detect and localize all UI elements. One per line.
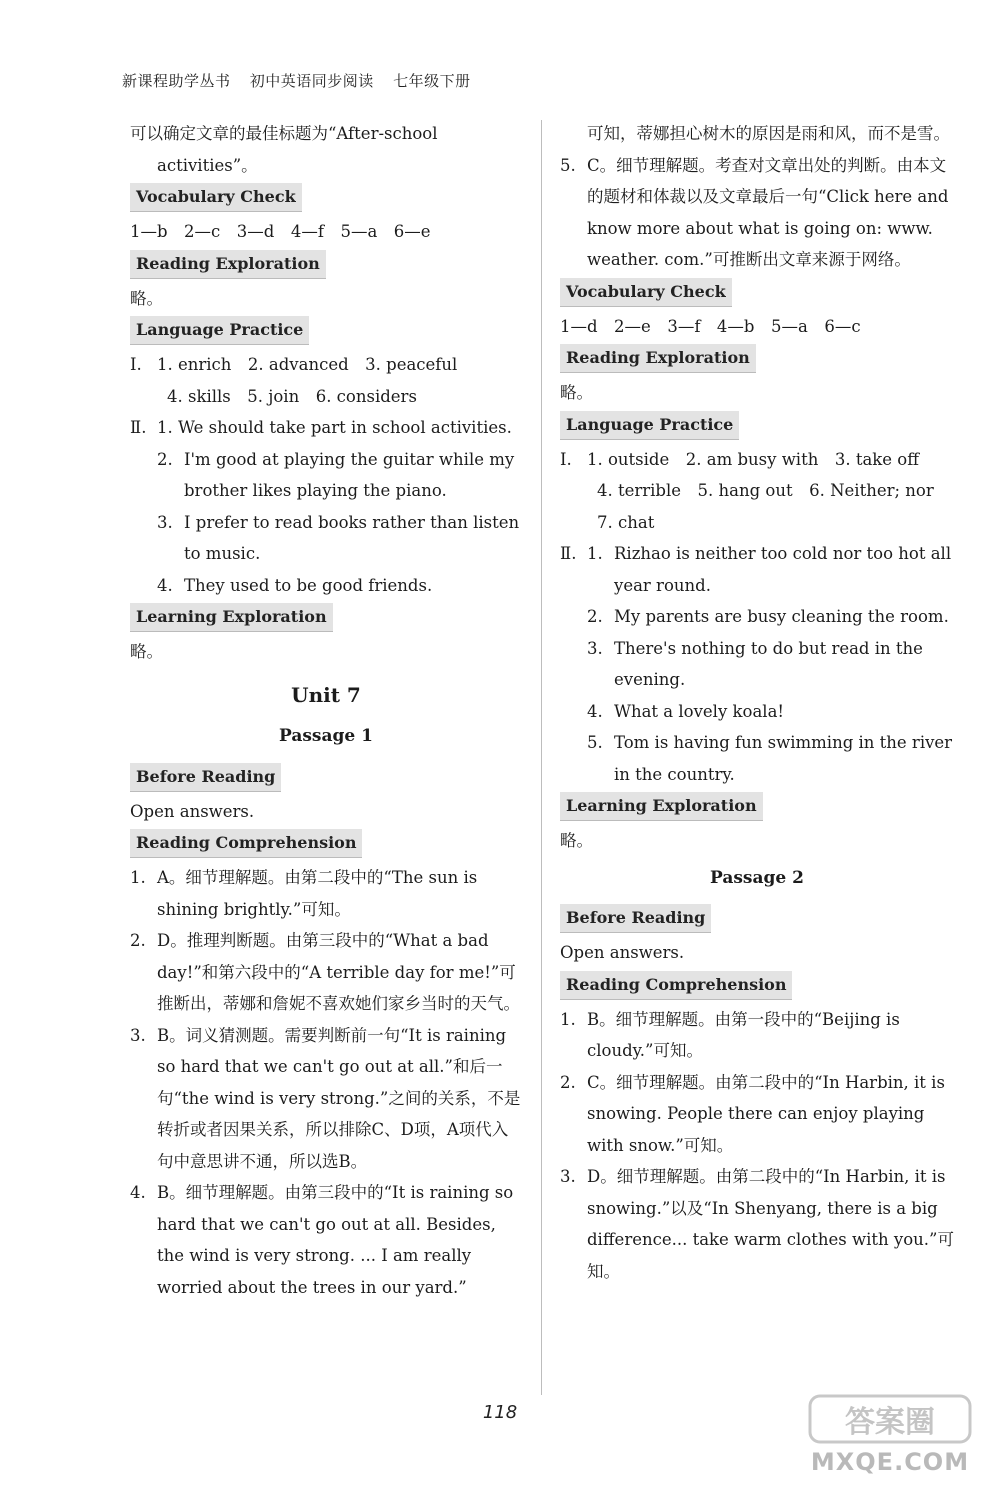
answers-line: 7. chat xyxy=(597,512,655,532)
item-number: 4. xyxy=(587,701,603,721)
list-item xyxy=(560,633,954,696)
item-text: There's nothing to do but read in the evening. xyxy=(614,638,923,689)
item-number: 3. xyxy=(130,1025,146,1045)
language-practice-part-2 xyxy=(560,538,954,601)
part-label: Ⅰ. xyxy=(130,355,142,374)
item-text: D。推理判断题。由第三段中的“What a bad day!”和第六段中的“A terrible day for me!”可推断出，蒂娜和詹妮不喜欢她们家乡当时的天气。 xyxy=(157,931,520,1013)
header-series: 新课程助学丛书 xyxy=(122,72,231,90)
column-divider xyxy=(541,120,542,1395)
vocabulary-answers: 1—b 2—c 3—d 4—f 5—a 6—e xyxy=(130,222,431,241)
list-item xyxy=(130,444,522,507)
vocabulary-answers: 1—d 2—e 3—f 4—b 5—a 6—c xyxy=(560,316,861,336)
section-heading-vocabulary-check: Vocabulary Check xyxy=(130,183,302,212)
before-reading-text: Open answers. xyxy=(560,943,685,962)
part-label: Ⅰ. xyxy=(560,449,572,469)
list-item xyxy=(130,507,522,570)
learning-exploration-text: 略。 xyxy=(560,831,593,850)
section-heading-before-reading: Before Reading xyxy=(130,763,281,792)
list-item xyxy=(560,696,954,728)
answers-line: 4. terrible 5. hang out 6. Neither; nor xyxy=(597,481,934,500)
before-reading-text: Open answers. xyxy=(130,801,255,821)
item-number: 1. xyxy=(157,418,173,437)
list-item xyxy=(560,1004,954,1067)
section-heading-language-practice: Language Practice xyxy=(560,411,739,440)
item-number: 1. xyxy=(587,544,603,563)
item-text: B。细节理解题。由第三段中的“It is raining so hard that we can't go out at all. Besides, the wind is very strong. ... I am really worried about the trees in our yard.” xyxy=(157,1183,514,1297)
item-number: 5. xyxy=(560,155,576,175)
reading-exploration-text: 略。 xyxy=(130,288,163,308)
language-practice-part-1 xyxy=(130,349,522,381)
answers-line: 1. enrich 2. advanced 3. peaceful xyxy=(157,355,458,374)
list-item xyxy=(130,862,522,925)
intro-line-1: 可以确定文章的最佳标题为“After-school xyxy=(130,124,438,143)
header-grade: 七年级下册 xyxy=(393,72,471,90)
item-text: C。细节理解题。考查对文章出处的判断。由本文的题材和体裁以及文章最后一句“Click here and know more about what is going on: www. weather. com.”可推断出文章来源于网络。 xyxy=(587,155,949,269)
list-item xyxy=(130,1020,522,1178)
answers-line: 4. skills 5. join 6. considers xyxy=(167,386,417,406)
watermark-logo-text: 答案圈 xyxy=(845,1405,935,1440)
list-item xyxy=(130,925,522,1020)
item-number: 4. xyxy=(157,575,173,595)
section-heading-reading-comprehension: Reading Comprehension xyxy=(560,971,792,1000)
item-number: 2. xyxy=(130,931,146,950)
header-book: 初中英语同步阅读 xyxy=(249,72,374,90)
section-heading-reading-comprehension: Reading Comprehension xyxy=(130,829,362,858)
item-text: A。细节理解题。由第二段中的“The sun is shining brightly.”可知。 xyxy=(157,868,478,919)
item-text: D。细节理解题。由第二段中的“In Harbin, it is snowing.”以及“In Shenyang, there is a big difference... take warm clothes with you.”可知。 xyxy=(587,1167,954,1281)
item-number: 3. xyxy=(587,638,603,658)
list-item xyxy=(560,150,954,276)
list-item xyxy=(130,570,522,602)
left-column xyxy=(130,118,522,1303)
item-text: Rizhao is neither too cold nor too hot all year round. xyxy=(614,544,952,595)
item-text: We should take part in school activities. xyxy=(178,418,512,437)
item-number: 2. xyxy=(157,449,173,469)
answers-line: 1. outside 2. am busy with 3. take off xyxy=(587,449,919,469)
language-practice-part-2 xyxy=(130,412,522,444)
item-text: What a lovely koala! xyxy=(614,701,785,721)
item-text: I'm good at playing the guitar while my brother likes playing the piano. xyxy=(184,449,515,500)
section-heading-vocabulary-check: Vocabulary Check xyxy=(560,278,732,307)
running-header xyxy=(122,70,485,91)
section-heading-learning-exploration: Learning Exploration xyxy=(130,603,333,632)
continued-text: 可知，蒂娜担心树木的原因是雨和风，而不是雪。 xyxy=(587,124,950,143)
section-heading-reading-exploration: Reading Exploration xyxy=(130,250,326,279)
item-text: My parents are busy cleaning the room. xyxy=(614,607,949,626)
list-item xyxy=(130,1177,522,1303)
passage-title: Passage 2 xyxy=(710,867,804,888)
reading-exploration-text: 略。 xyxy=(560,383,593,402)
list-item xyxy=(560,727,954,790)
item-number: 2. xyxy=(587,607,603,626)
list-item xyxy=(560,1067,954,1162)
passage-title: Passage 1 xyxy=(279,726,373,746)
page-number: 118 xyxy=(482,1402,518,1423)
item-number: 2. xyxy=(560,1072,576,1092)
watermark-site: MXQE.COM xyxy=(810,1448,970,1476)
item-number: 1. xyxy=(130,868,146,887)
list-item xyxy=(157,412,522,444)
section-heading-reading-exploration: Reading Exploration xyxy=(560,344,756,373)
section-heading-before-reading: Before Reading xyxy=(560,904,711,933)
list-item xyxy=(587,538,954,601)
part-label: Ⅱ. xyxy=(130,418,147,437)
item-number: 3. xyxy=(560,1167,576,1186)
item-number: 3. xyxy=(157,512,173,532)
section-heading-language-practice: Language Practice xyxy=(130,316,309,345)
intro-line-2: activities”。 xyxy=(157,155,258,175)
item-text: B。细节理解题。由第一段中的“Beijing is cloudy.”可知。 xyxy=(587,1009,900,1060)
item-number: 5. xyxy=(587,733,603,752)
item-text: I prefer to read books rather than listen to music. xyxy=(184,512,520,563)
item-number: 4. xyxy=(130,1183,146,1202)
learning-exploration-text: 略。 xyxy=(130,642,163,661)
item-number: 1. xyxy=(560,1009,576,1029)
item-text: Tom is having fun swimming in the river in the country. xyxy=(614,733,953,784)
unit-title: Unit 7 xyxy=(291,682,361,707)
language-practice-part-1 xyxy=(560,444,954,476)
section-heading-learning-exploration: Learning Exploration xyxy=(560,792,763,821)
part-label: Ⅱ. xyxy=(560,544,577,563)
right-column xyxy=(560,118,954,1287)
list-item xyxy=(560,1161,954,1287)
item-text: C。细节理解题。由第二段中的“In Harbin, it is snowing. People there can enjoy playing with snow.”可知。 xyxy=(587,1072,945,1155)
list-item xyxy=(560,601,954,633)
item-text: B。词义猜测题。需要判断前一句“It is raining so hard that we can't go out at all.”和后一句“the wind is very strong.”之间的关系，不是转折或者因果关系，所以排除C、D项，A项代入句中意思讲不通，所以选B。 xyxy=(157,1025,521,1171)
item-text: They used to be good friends. xyxy=(184,575,433,595)
